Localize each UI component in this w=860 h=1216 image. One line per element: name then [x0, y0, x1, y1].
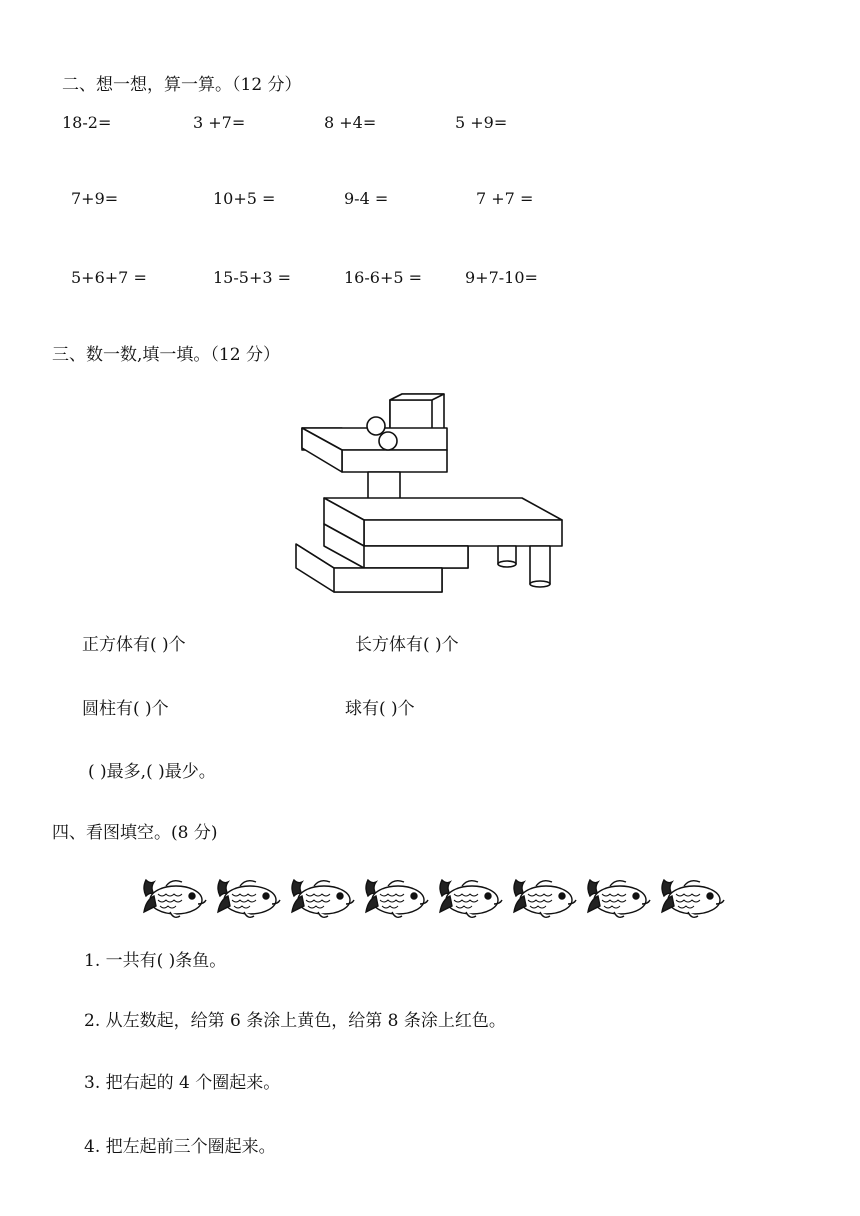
question-2: 2. 从左数起，给第 6 条涂上黄色，给第 8 条涂上红色。 — [84, 1011, 506, 1031]
cylinder-count-blank: 圆柱有( )个 — [82, 699, 169, 719]
fish-icon — [436, 874, 506, 926]
fish-row — [140, 872, 740, 928]
equation: 8 +4= — [324, 113, 377, 132]
section4-heading: 四、看图填空。(8 分) — [52, 823, 218, 843]
question-4: 4. 把左起前三个圈起来。 — [84, 1137, 276, 1157]
equation: 9+7-10= — [465, 268, 538, 287]
cuboid-count-blank: 长方体有( )个 — [355, 635, 459, 655]
fish-icon — [510, 874, 580, 926]
equation: 10+5 = — [213, 189, 276, 208]
equation: 3 +7= — [193, 113, 246, 132]
question-3: 3. 把右起的 4 个圈起来。 — [84, 1073, 281, 1093]
section3-heading: 三、数一数,填一填。（12 分） — [52, 345, 280, 365]
equation: 7 +7 = — [476, 189, 534, 208]
most-least-blank: ( )最多,( )最少。 — [88, 762, 216, 782]
fish-icon — [140, 874, 210, 926]
equation: 5+6+7 = — [71, 268, 147, 287]
fish-icon — [362, 874, 432, 926]
equation: 5 +9= — [455, 113, 508, 132]
fish-icon — [584, 874, 654, 926]
equation: 9-4 = — [344, 189, 389, 208]
fish-icon — [288, 874, 358, 926]
sphere-count-blank: 球有( )个 — [345, 699, 415, 719]
blocks-figure — [292, 392, 572, 602]
section2-heading: 二、想一想，算一算。（12 分） — [62, 75, 302, 95]
cube-count-blank: 正方体有( )个 — [82, 635, 186, 655]
equation: 16-6+5 = — [344, 268, 423, 287]
fish-icon — [658, 874, 728, 926]
equation: 7+9= — [71, 189, 119, 208]
equation: 18-2= — [62, 113, 112, 132]
equation: 15-5+3 = — [213, 268, 292, 287]
question-1: 1. 一共有( )条鱼。 — [84, 951, 227, 971]
fish-icon — [214, 874, 284, 926]
